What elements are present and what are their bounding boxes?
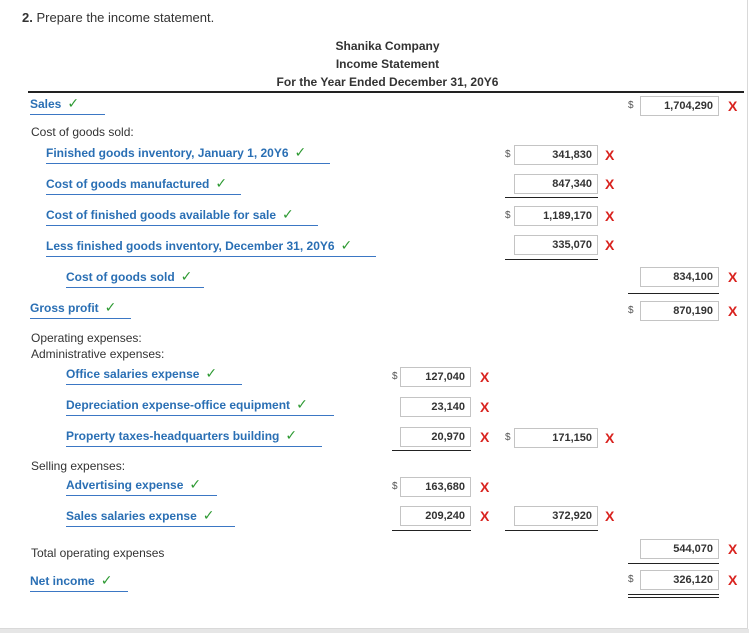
cogm-amount-input[interactable]: 847,340 xyxy=(514,174,598,194)
double-rule-top xyxy=(628,594,719,595)
check-icon: ✓ xyxy=(282,206,294,222)
double-rule-bottom xyxy=(628,597,719,598)
subtotal-rule xyxy=(392,530,471,531)
selling-heading: Selling expenses: xyxy=(31,459,126,473)
fg-begin-dropdown[interactable]: Finished goods inventory, January 1, 20Y6 ✓ xyxy=(46,144,330,164)
cogs-amount-input[interactable]: 834,100 xyxy=(640,267,719,287)
fg-end-dropdown[interactable]: Less finished goods inventory, December 31, 20Y6 ✓ xyxy=(46,237,376,257)
goods-available-amount-input[interactable]: 1,189,170 xyxy=(514,206,598,226)
sales-amount-input[interactable]: 1,704,290 xyxy=(640,96,719,116)
check-icon: ✓ xyxy=(215,175,228,191)
subtotal-rule xyxy=(392,450,471,451)
incorrect-icon: X xyxy=(728,303,738,319)
cogs-heading: Cost of goods sold: xyxy=(31,125,134,139)
incorrect-icon: X xyxy=(728,269,738,285)
incorrect-icon: X xyxy=(728,572,738,588)
check-icon: ✓ xyxy=(67,95,80,111)
company-name: Shanika Company xyxy=(335,39,440,53)
sales-salaries-dropdown[interactable]: Sales salaries expense ✓ xyxy=(66,507,235,527)
check-icon: ✓ xyxy=(285,427,298,443)
statement-title: Income Statement xyxy=(335,57,440,71)
admin-heading: Administrative expenses: xyxy=(31,347,165,361)
fg-begin-amount-input[interactable]: 341,830 xyxy=(514,145,598,165)
dollar-sign: $ xyxy=(505,432,511,443)
dollar-sign: $ xyxy=(505,210,511,221)
cogs-dropdown[interactable]: Cost of goods sold ✓ xyxy=(66,268,204,288)
check-icon: ✓ xyxy=(294,144,307,160)
bottom-bar xyxy=(0,629,749,633)
dollar-sign: $ xyxy=(505,149,511,160)
check-icon: ✓ xyxy=(202,507,215,523)
statement-period: For the Year Ended December 31, 20Y6 xyxy=(276,75,499,89)
incorrect-icon: X xyxy=(480,508,490,524)
incorrect-icon: X xyxy=(605,176,615,192)
incorrect-icon: X xyxy=(605,237,615,253)
question-title: 2. Prepare the income statement. xyxy=(22,10,215,25)
dollar-sign: $ xyxy=(392,371,398,382)
incorrect-icon: X xyxy=(728,98,738,114)
office-salaries-amount-input[interactable]: 127,040 xyxy=(400,367,471,387)
selling-total-amount-input[interactable]: 372,920 xyxy=(514,506,598,526)
incorrect-icon: X xyxy=(605,147,615,163)
sales-salaries-amount-input[interactable]: 209,240 xyxy=(400,506,471,526)
depreciation-dropdown[interactable]: Depreciation expense-office equipment ✓ xyxy=(66,396,334,416)
incorrect-icon: X xyxy=(605,508,615,524)
sales-dropdown[interactable]: Sales ✓ xyxy=(30,95,105,115)
check-icon: ✓ xyxy=(296,396,308,412)
fg-end-amount-input[interactable]: 335,070 xyxy=(514,235,598,255)
dollar-sign: $ xyxy=(628,305,634,316)
check-icon: ✓ xyxy=(189,476,202,492)
subtotal-rule xyxy=(628,293,719,294)
property-taxes-dropdown[interactable]: Property taxes-headquarters building ✓ xyxy=(66,427,322,447)
check-icon: ✓ xyxy=(100,572,113,588)
dollar-sign: $ xyxy=(628,100,634,111)
advertising-dropdown[interactable]: Advertising expense ✓ xyxy=(66,476,217,496)
office-salaries-dropdown[interactable]: Office salaries expense ✓ xyxy=(66,365,242,385)
total-opex-amount-input[interactable]: 544,070 xyxy=(640,539,719,559)
incorrect-icon: X xyxy=(728,541,738,557)
net-income-amount-input[interactable]: 326,120 xyxy=(640,570,719,590)
property-taxes-amount-input[interactable]: 20,970 xyxy=(400,427,471,447)
subtotal-rule xyxy=(628,563,719,564)
total-opex-label: Total operating expenses xyxy=(31,546,165,560)
subtotal-rule xyxy=(505,197,598,198)
dollar-sign: $ xyxy=(392,481,398,492)
opex-heading: Operating expenses: xyxy=(31,331,142,345)
net-income-dropdown[interactable]: Net income ✓ xyxy=(30,572,128,592)
subtotal-rule xyxy=(505,530,598,531)
header-rule xyxy=(28,91,744,93)
check-icon: ✓ xyxy=(340,237,353,253)
incorrect-icon: X xyxy=(480,479,490,495)
gross-profit-amount-input[interactable]: 870,190 xyxy=(640,301,719,321)
advertising-amount-input[interactable]: 163,680 xyxy=(400,477,471,497)
gross-profit-dropdown[interactable]: Gross profit ✓ xyxy=(30,299,131,319)
depreciation-amount-input[interactable]: 23,140 xyxy=(400,397,471,417)
subtotal-rule xyxy=(505,259,598,260)
cogm-dropdown[interactable]: Cost of goods manufactured ✓ xyxy=(46,175,241,195)
incorrect-icon: X xyxy=(480,429,490,445)
check-icon: ✓ xyxy=(180,268,193,284)
incorrect-icon: X xyxy=(605,430,615,446)
admin-total-amount-input[interactable]: 171,150 xyxy=(514,428,598,448)
check-icon: ✓ xyxy=(104,299,117,315)
goods-available-dropdown[interactable]: Cost of finished goods available for sale ✓ xyxy=(46,206,318,226)
incorrect-icon: X xyxy=(480,369,490,385)
check-icon: ✓ xyxy=(205,365,218,381)
dollar-sign: $ xyxy=(628,574,634,585)
incorrect-icon: X xyxy=(605,208,615,224)
incorrect-icon: X xyxy=(480,399,490,415)
